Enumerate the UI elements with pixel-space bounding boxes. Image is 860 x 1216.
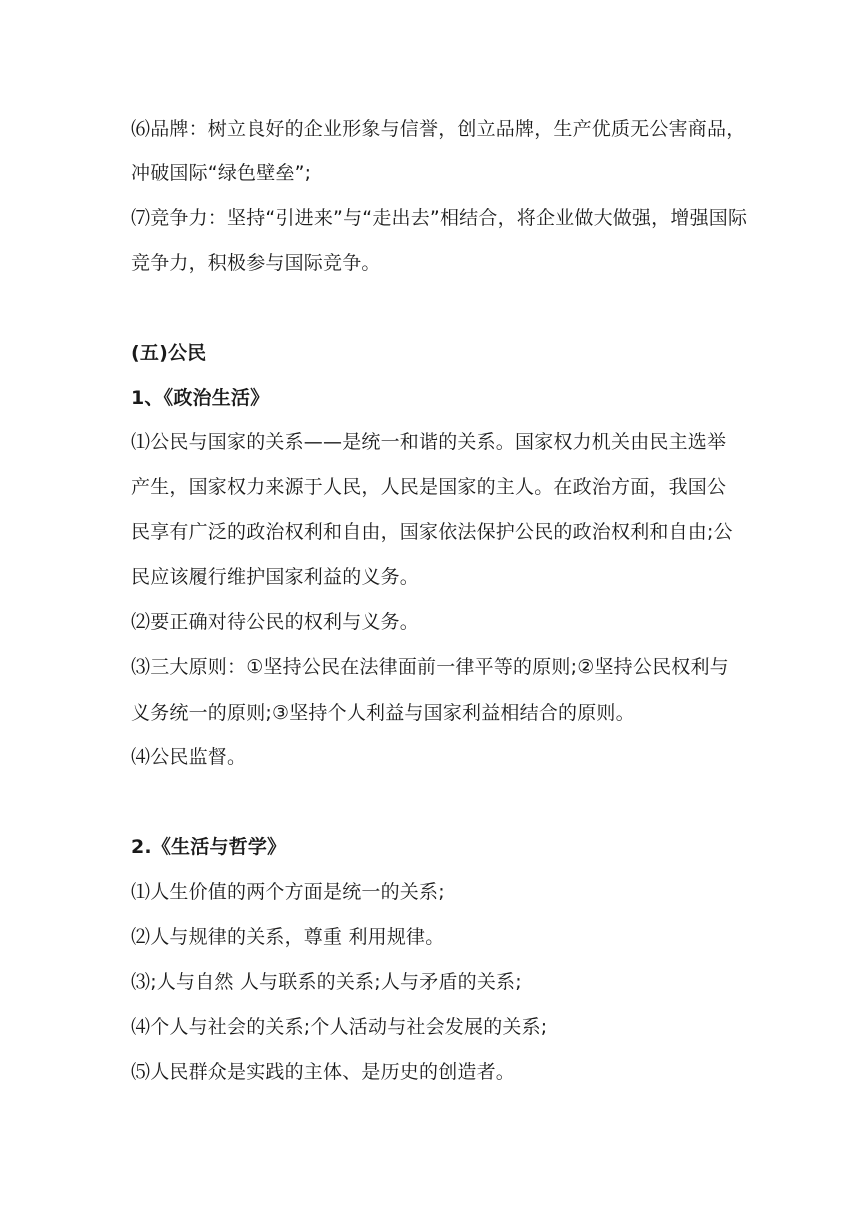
paragraph-line: 民享有广泛的政治权利和自由，国家依法保护公民的政治权利和自由;公 bbox=[131, 521, 733, 543]
paragraph-line: 民应该履行维护国家利益的义务。 bbox=[131, 566, 420, 588]
paragraph-line: 冲破国际“绿色壁垒”; bbox=[131, 162, 312, 184]
paragraph-line: ⑸人民群众是实践的主体、是历史的创造者。 bbox=[131, 1061, 516, 1083]
paragraph-line: ⑶三大原则：①坚持公民在法律面前一律平等的原则;②坚持公民权利与 bbox=[131, 656, 729, 678]
paragraph-line: ⑹品牌：树立良好的企业形象与信誉，创立品牌，生产优质无公害商品， bbox=[131, 118, 746, 140]
section-heading: (五)公民 bbox=[131, 342, 207, 364]
subsection-heading: 2.《生活与哲学》 bbox=[131, 836, 287, 858]
paragraph-line: ⑴人生价值的两个方面是统一的关系; bbox=[131, 881, 445, 903]
paragraph-line: ⑶;人与自然 人与联系的关系;人与矛盾的关系; bbox=[131, 971, 522, 993]
paragraph-line: ⑴公民与国家的关系——是统一和谐的关系。国家权力机关由民主选举 bbox=[131, 431, 727, 453]
paragraph-line: 产生，国家权力来源于人民，人民是国家的主人。在政治方面，我国公 bbox=[131, 476, 727, 498]
paragraph-line: ⑷公民监督。 bbox=[131, 746, 247, 768]
paragraph-line: ⑺竞争力：坚持“引进来”与“走出去”相结合，将企业做大做强，增强国际 bbox=[131, 207, 748, 229]
paragraph-line: 竞争力，积极参与国际竞争。 bbox=[131, 252, 381, 274]
subsection-heading: 1、《政治生活》 bbox=[131, 387, 270, 409]
paragraph-line: ⑵人与规律的关系，尊重 利用规律。 bbox=[131, 926, 445, 948]
paragraph-line: ⑵要正确对待公民的权利与义务。 bbox=[131, 611, 420, 633]
paragraph-line: ⑷个人与社会的关系;个人活动与社会发展的关系; bbox=[131, 1016, 548, 1038]
paragraph-line: 义务统一的原则;③坚持个人利益与国家利益相结合的原则。 bbox=[131, 702, 635, 724]
